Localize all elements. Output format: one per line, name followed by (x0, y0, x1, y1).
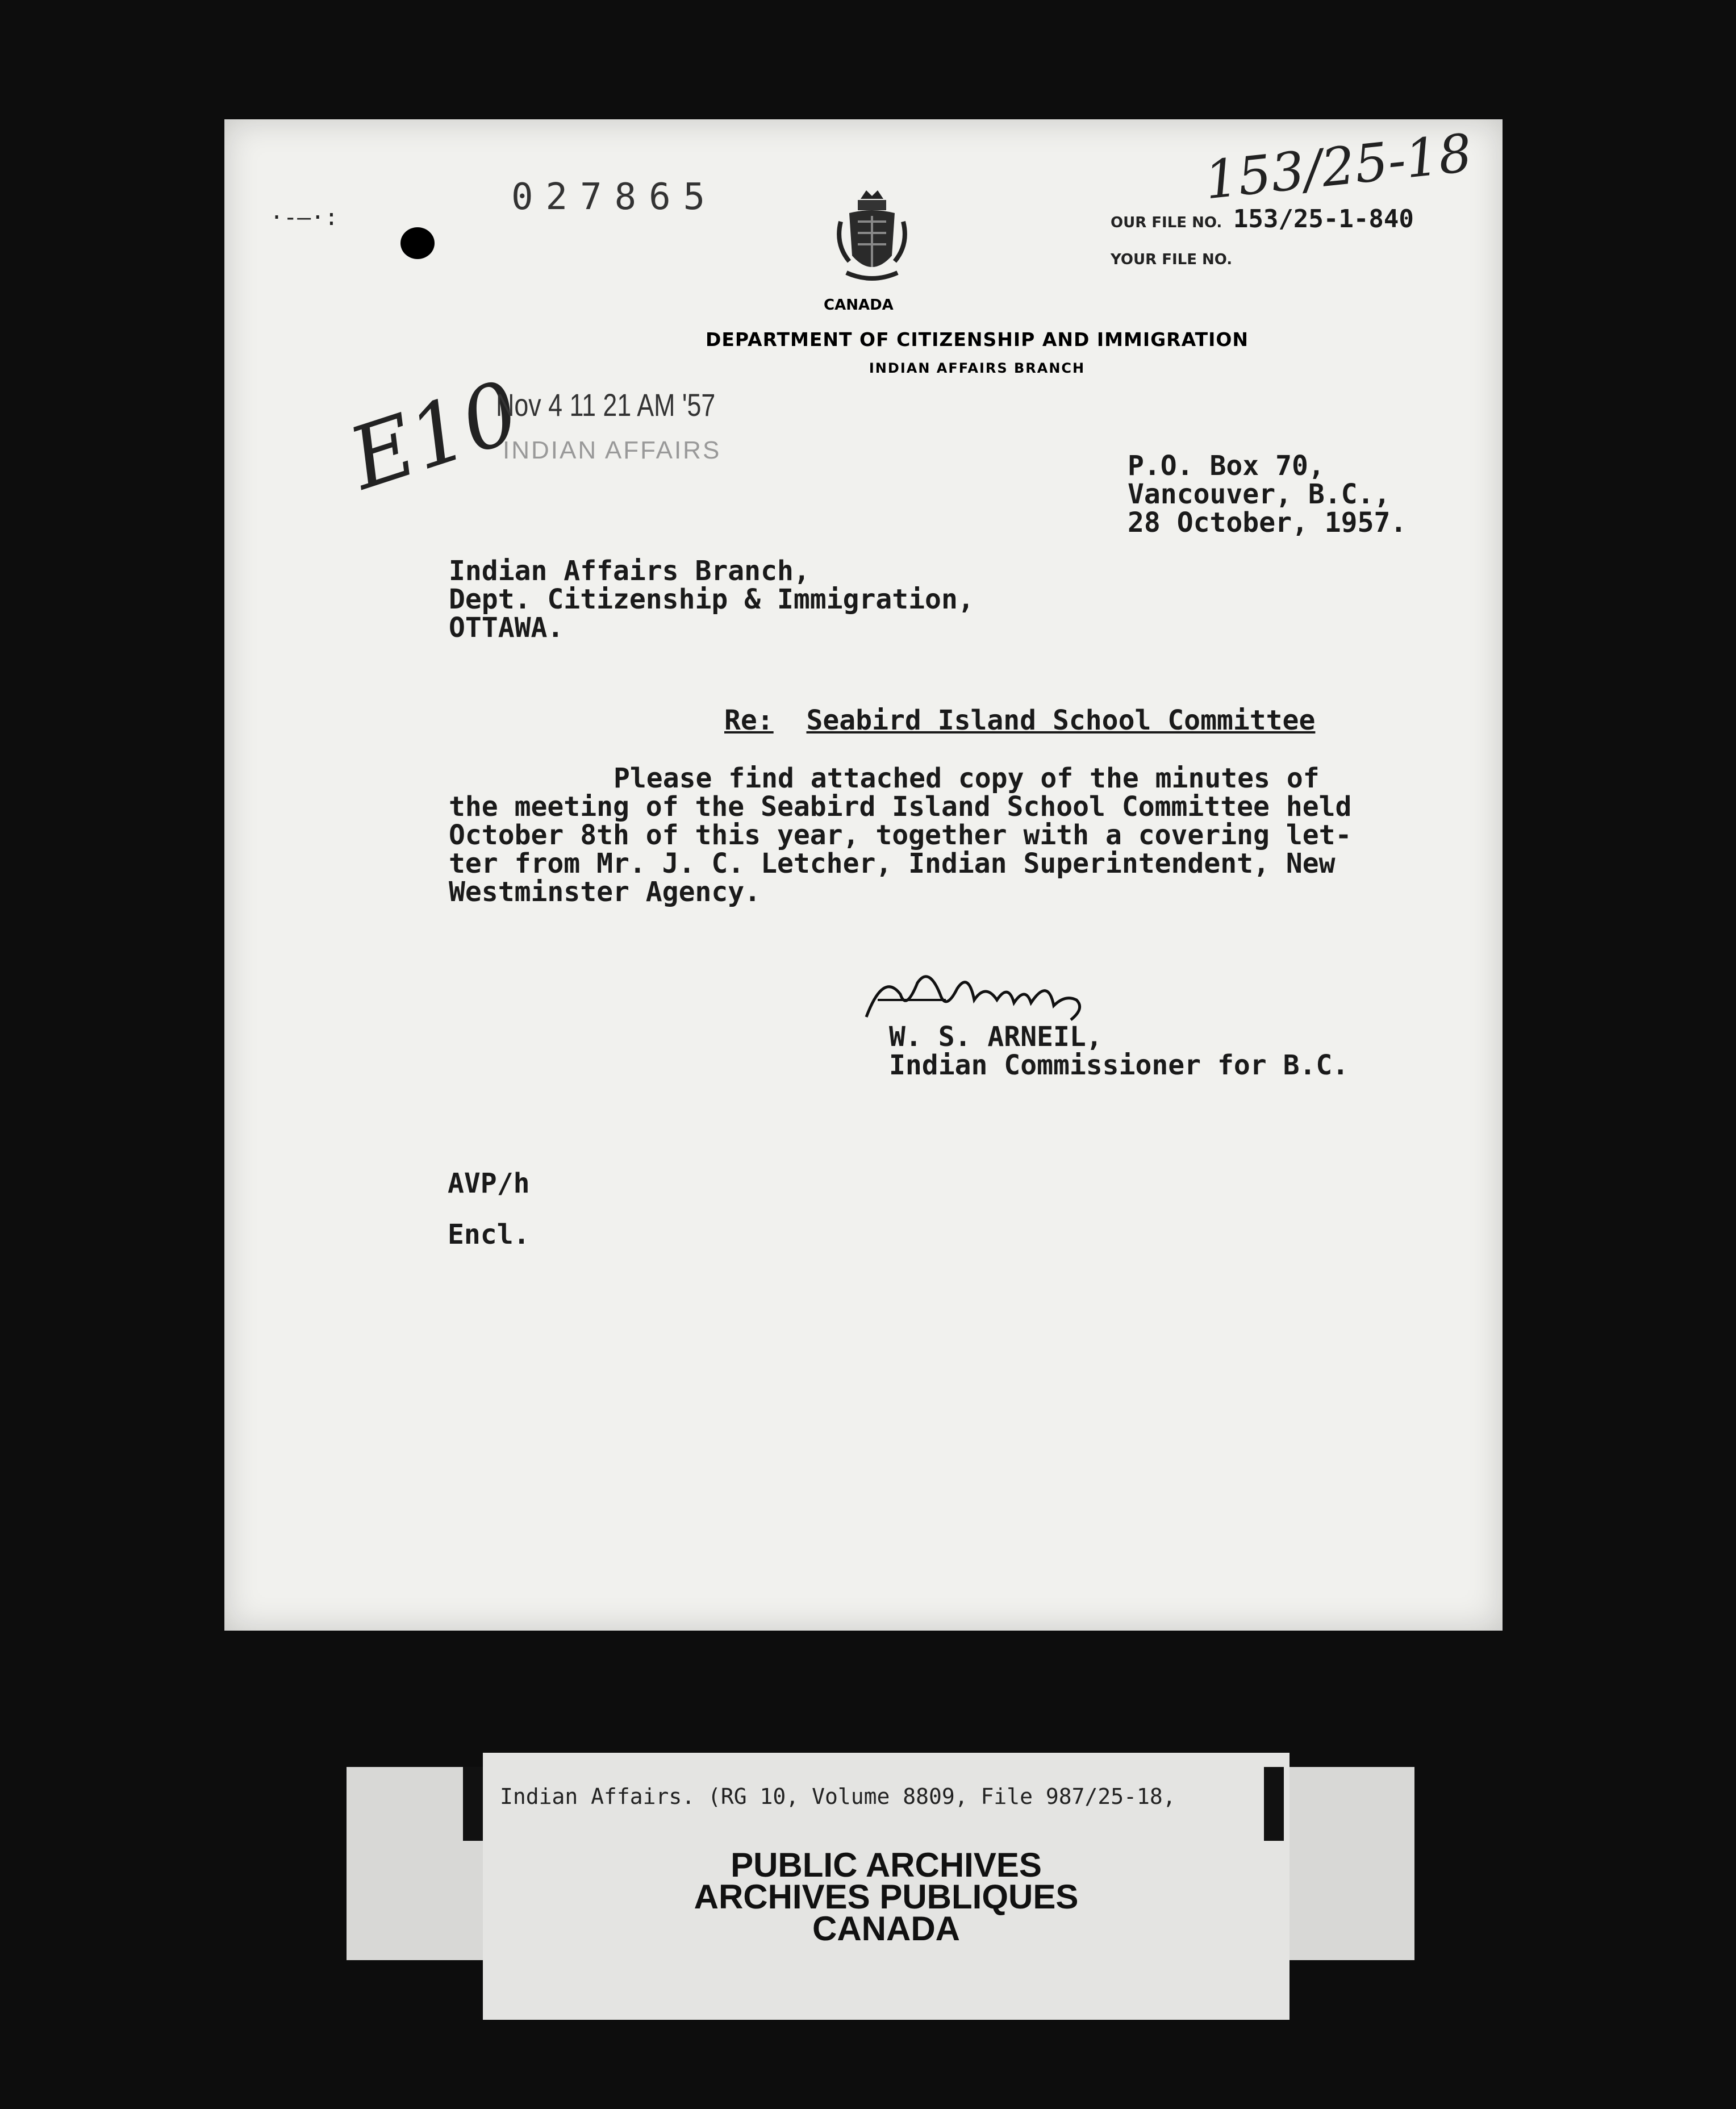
label-tab-left (463, 1767, 483, 1841)
your-file-label: YOUR FILE NO. (1111, 251, 1233, 268)
serial-number: 027865 (511, 176, 718, 218)
canada-coat-of-arms-icon (835, 187, 909, 286)
signer-block (889, 1023, 1349, 1079)
our-file-label: OUR FILE NO. (1111, 214, 1222, 231)
punch-marks: ·-—·: (270, 205, 339, 231)
received-stamp-date: Nov 4 11 21 AM '57 (496, 387, 716, 423)
subject-label: Re: (724, 705, 774, 736)
branch-heading: INDIAN AFFAIRS BRANCH (869, 360, 1086, 376)
archive-line: CANADA (812, 1910, 960, 1948)
recipient-line: Indian Affairs Branch, (449, 555, 810, 587)
received-stamp-org: INDIAN AFFAIRS (503, 436, 721, 464)
our-file-line (1111, 205, 1414, 234)
subject-text: Seabird Island School Committee (806, 705, 1316, 736)
recipient-line: Dept. Citizenship & Immigration, (449, 583, 974, 615)
archive-line: PUBLIC ARCHIVES (731, 1846, 1042, 1884)
signer-title: Indian Commissioner for B.C. (889, 1049, 1349, 1081)
address-line: Vancouver, B.C., (1128, 478, 1391, 510)
archive-stamp (483, 1846, 1290, 1948)
punch-hole (400, 227, 435, 259)
handwritten-code: E10 (338, 362, 531, 510)
recipient-block (449, 557, 974, 642)
body-line: the meeting of the Seabird Island School Committee held (449, 791, 1352, 823)
letter-body (449, 764, 1358, 906)
our-file-number: 153/25-1-840 (1233, 205, 1414, 234)
body-line: ter from Mr. J. C. Letcher, Indian Superintendent, New (449, 848, 1336, 880)
body-line: Westminster Agency. (449, 876, 761, 908)
letter-date: 28 October, 1957. (1128, 507, 1407, 539)
address-line: P.O. Box 70, (1128, 450, 1325, 482)
typist-initials: AVP/h (448, 1168, 530, 1199)
body-line: October 8th of this year, together with a covering let- (449, 819, 1352, 851)
body-line: Please find attached copy of the minutes of (614, 762, 1320, 794)
label-tab-right (1264, 1767, 1284, 1841)
signature (861, 960, 1099, 1031)
enclosure-note: Encl. (448, 1219, 530, 1251)
recipient-line: OTTAWA. (449, 612, 564, 644)
archive-reference: Indian Affairs. (RG 10, Volume 8809, File 987/25-18, (500, 1784, 1176, 1809)
archive-line: ARCHIVES PUBLIQUES (694, 1878, 1079, 1916)
country-label: CANADA (824, 297, 894, 314)
subject-line (724, 705, 1315, 736)
sender-address (1128, 452, 1407, 537)
handwritten-file-number: 153/25-18 (1201, 122, 1475, 211)
document-page (224, 119, 1503, 1631)
department-heading: DEPARTMENT OF CITIZENSHIP AND IMMIGRATION (705, 328, 1249, 351)
signer-name: W. S. ARNEIL, (889, 1021, 1103, 1053)
